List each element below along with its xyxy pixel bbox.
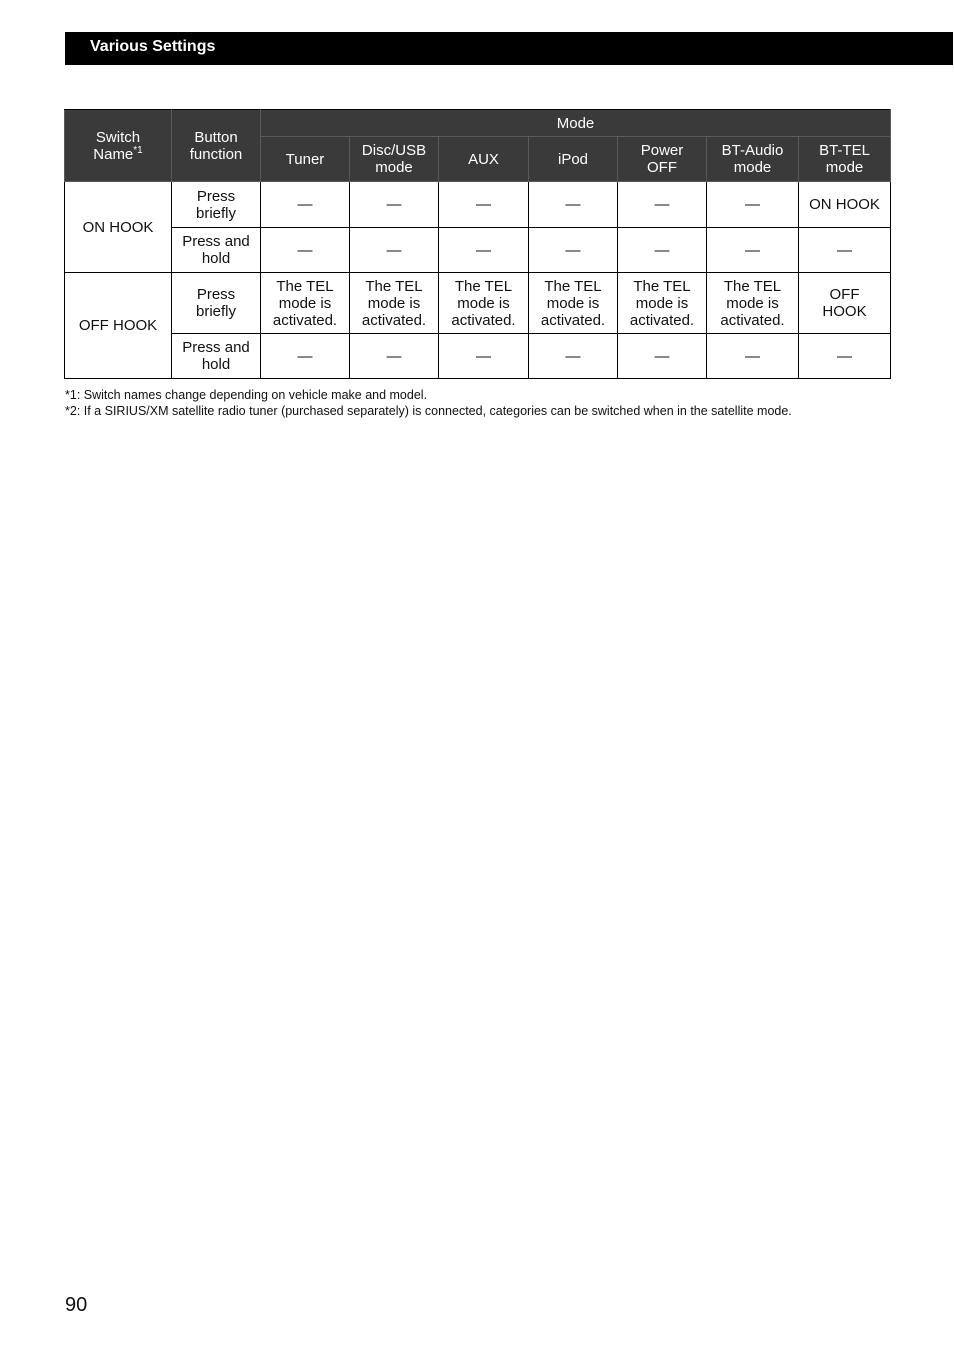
mode-cell: —	[350, 334, 439, 379]
mode-cell: The TEL mode is activated.	[439, 273, 529, 334]
mode-cell: OFF HOOK	[799, 273, 891, 334]
mode-cell: The TEL mode is activated.	[707, 273, 799, 334]
button-function-cell: Press briefly	[172, 182, 261, 228]
footnotes	[65, 387, 792, 419]
header-mode-power-off: Power OFF	[618, 137, 707, 182]
mode-cell: —	[707, 228, 799, 273]
header-mode-tuner: Tuner	[261, 137, 350, 182]
mode-cell: ON HOOK	[799, 182, 891, 228]
mode-cell: The TEL mode is activated.	[618, 273, 707, 334]
page-number: 90	[65, 1294, 88, 1316]
mode-cell: —	[529, 334, 618, 379]
mode-cell: —	[799, 334, 891, 379]
table-row	[65, 182, 891, 228]
header-mode-bt-audio: BT-Audio mode	[707, 137, 799, 182]
mode-cell: The TEL mode is activated.	[261, 273, 350, 334]
mode-cell: The TEL mode is activated.	[529, 273, 618, 334]
table-row	[65, 273, 891, 334]
footnote-marker-1: *1	[133, 144, 143, 156]
header-button-function: Button function	[172, 110, 261, 182]
header-mode-disc-usb: Disc/USB mode	[350, 137, 439, 182]
mode-cell: —	[618, 182, 707, 228]
mode-cell: —	[350, 228, 439, 273]
header-mode-group: Mode	[261, 110, 891, 137]
header-mode-aux: AUX	[439, 137, 529, 182]
header-switch-name: Switch Name$^{*1}$	[65, 110, 172, 182]
mode-cell: —	[799, 228, 891, 273]
mode-cell: The TEL mode is activated.	[350, 273, 439, 334]
header-mode-bt-tel: BT-TEL mode	[799, 137, 891, 182]
footnote-1: *1: Switch names change depending on vehicle make and model.	[65, 388, 428, 402]
mode-cell: —	[707, 182, 799, 228]
mode-cell: —	[439, 334, 529, 379]
footnote-2: *2: If a SIRIUS/XM satellite radio tuner (purchased separately) is connected, categories can be switched when in the satellite mode.	[65, 404, 792, 418]
mode-function-table	[64, 109, 891, 379]
mode-cell: —	[707, 334, 799, 379]
mode-cell: —	[261, 334, 350, 379]
mode-cell: —	[618, 334, 707, 379]
table-row	[65, 334, 891, 379]
mode-cell: —	[439, 228, 529, 273]
button-function-cell: Press and hold	[172, 228, 261, 273]
mode-cell: —	[529, 228, 618, 273]
button-function-cell: Press briefly	[172, 273, 261, 334]
section-title-bar	[65, 32, 953, 65]
mode-cell: —	[261, 182, 350, 228]
mode-cell: —	[439, 182, 529, 228]
button-function-cell: Press and hold	[172, 334, 261, 379]
switch-name-cell: OFF HOOK	[65, 273, 172, 379]
table-row	[65, 228, 891, 273]
header-mode-ipod: iPod	[529, 137, 618, 182]
mode-cell: —	[618, 228, 707, 273]
mode-cell: —	[261, 228, 350, 273]
mode-cell: —	[529, 182, 618, 228]
section-title: Various Settings	[90, 38, 216, 55]
switch-name-cell: ON HOOK	[65, 182, 172, 273]
mode-cell: —	[350, 182, 439, 228]
